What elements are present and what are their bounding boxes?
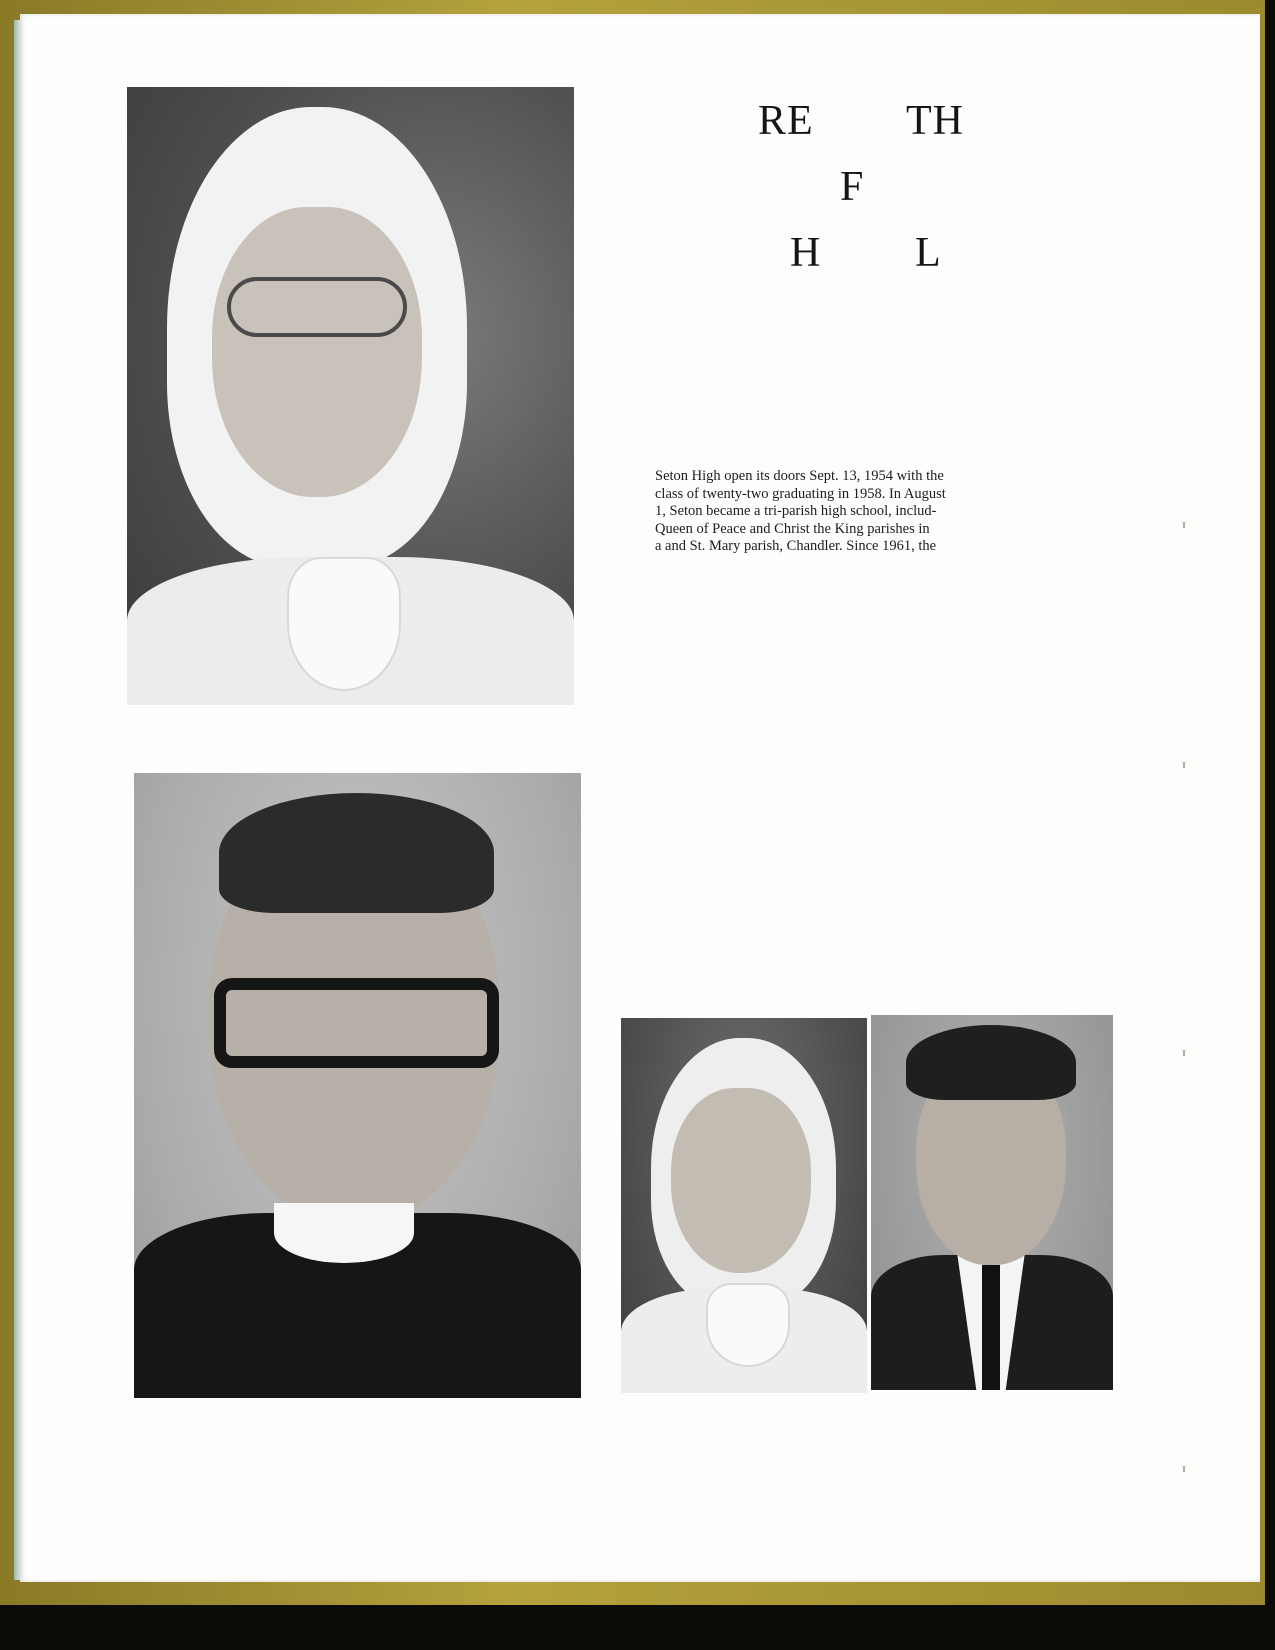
history-paragraph xyxy=(655,468,1095,556)
paragraph-line: 1, Seton became a tri-parish high school, includ- xyxy=(655,503,937,519)
portrait-sister-small xyxy=(621,1018,867,1393)
portrait-young-man xyxy=(871,1015,1113,1390)
portrait-clerical-collar xyxy=(274,1203,414,1263)
paragraph-line: Queen of Peace and Christ the King parishes in xyxy=(655,520,930,537)
margin-speck xyxy=(1183,762,1185,768)
yearbook-page xyxy=(20,14,1260,1582)
margin-speck xyxy=(1183,1050,1185,1056)
title-line-3-right: L xyxy=(915,230,942,276)
portrait-sister-large xyxy=(127,87,574,705)
portrait-glasses xyxy=(227,277,407,337)
portrait-priest xyxy=(134,773,581,1398)
portrait-face xyxy=(671,1088,811,1273)
portrait-bow xyxy=(706,1283,790,1367)
paragraph-line: class of twenty-two graduating in 1958. In August xyxy=(655,485,946,502)
paragraph-line: a and St. Mary parish, Chandler. Since 1961, the xyxy=(655,538,937,554)
portrait-hair xyxy=(219,793,494,913)
portrait-tie xyxy=(982,1265,1000,1390)
title-line-2: F xyxy=(840,164,865,210)
portrait-bow xyxy=(287,557,401,691)
title-line-1-right: TH xyxy=(906,98,964,144)
portrait-glasses xyxy=(214,978,499,1068)
margin-speck xyxy=(1183,1466,1185,1472)
title-line-3-left: H xyxy=(790,230,822,276)
portrait-face xyxy=(212,207,422,497)
portrait-hair xyxy=(906,1025,1076,1100)
title-line-1-left: RE xyxy=(758,98,814,144)
paragraph-line: Seton High open its doors Sept. 13, 1954 with the xyxy=(655,468,944,484)
margin-speck xyxy=(1183,522,1185,528)
